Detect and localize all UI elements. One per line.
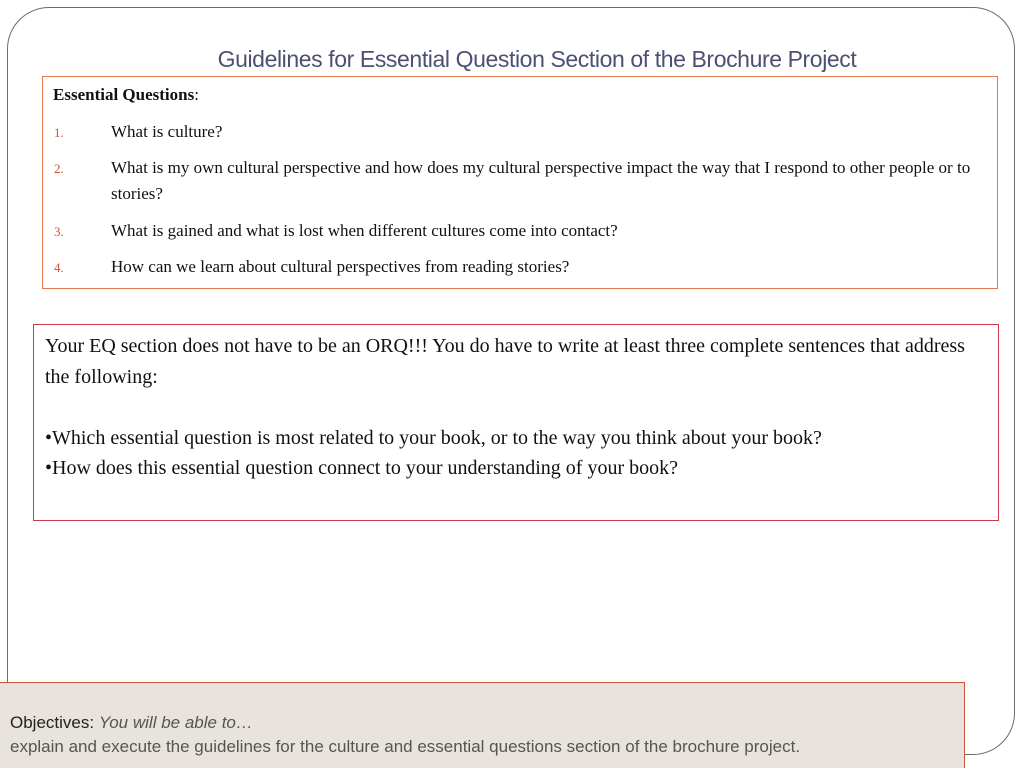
objectives-text: explain and execute the guidelines for the culture and essential questions section of the brochure project. bbox=[10, 737, 801, 756]
question-text: What is gained and what is lost when different cultures come into contact? bbox=[111, 221, 618, 240]
question-text: What is my own cultural perspective and how does my cultural perspective impact the way that I respond to other people or to stories? bbox=[111, 158, 971, 203]
objectives-bar bbox=[0, 682, 965, 768]
question-number: 4. bbox=[54, 260, 64, 275]
objectives-heading bbox=[10, 712, 253, 734]
objectives-subtitle: You will be able to… bbox=[98, 713, 253, 732]
essential-questions-box bbox=[42, 76, 998, 289]
objectives-separator: : bbox=[89, 713, 99, 732]
instruction-bullet-2: •How does this essential question connect to your understanding of your book? bbox=[45, 457, 678, 479]
question-text: How can we learn about cultural perspectives from reading stories? bbox=[111, 257, 570, 276]
instructions-intro: Your EQ section does not have to be an ORQ!!! You do have to write at least three complete sentences that address the following: bbox=[45, 335, 965, 388]
question-number: 1. bbox=[54, 125, 64, 140]
question-number: 2. bbox=[54, 161, 64, 176]
question-text: What is culture? bbox=[111, 122, 223, 141]
essential-questions-heading-colon: : bbox=[194, 85, 199, 104]
instruction-bullet-1: •Which essential question is most related to your book, or to the way you think about your book? bbox=[45, 427, 822, 449]
slide-title: Guidelines for Essential Question Section of the Brochure Project bbox=[217, 46, 857, 72]
instructions-box bbox=[33, 324, 999, 521]
objectives-label: Objectives bbox=[10, 713, 90, 732]
essential-questions-heading-text: Essential Questions bbox=[53, 85, 195, 104]
question-number: 3. bbox=[54, 224, 64, 239]
essential-questions-heading bbox=[53, 84, 199, 106]
